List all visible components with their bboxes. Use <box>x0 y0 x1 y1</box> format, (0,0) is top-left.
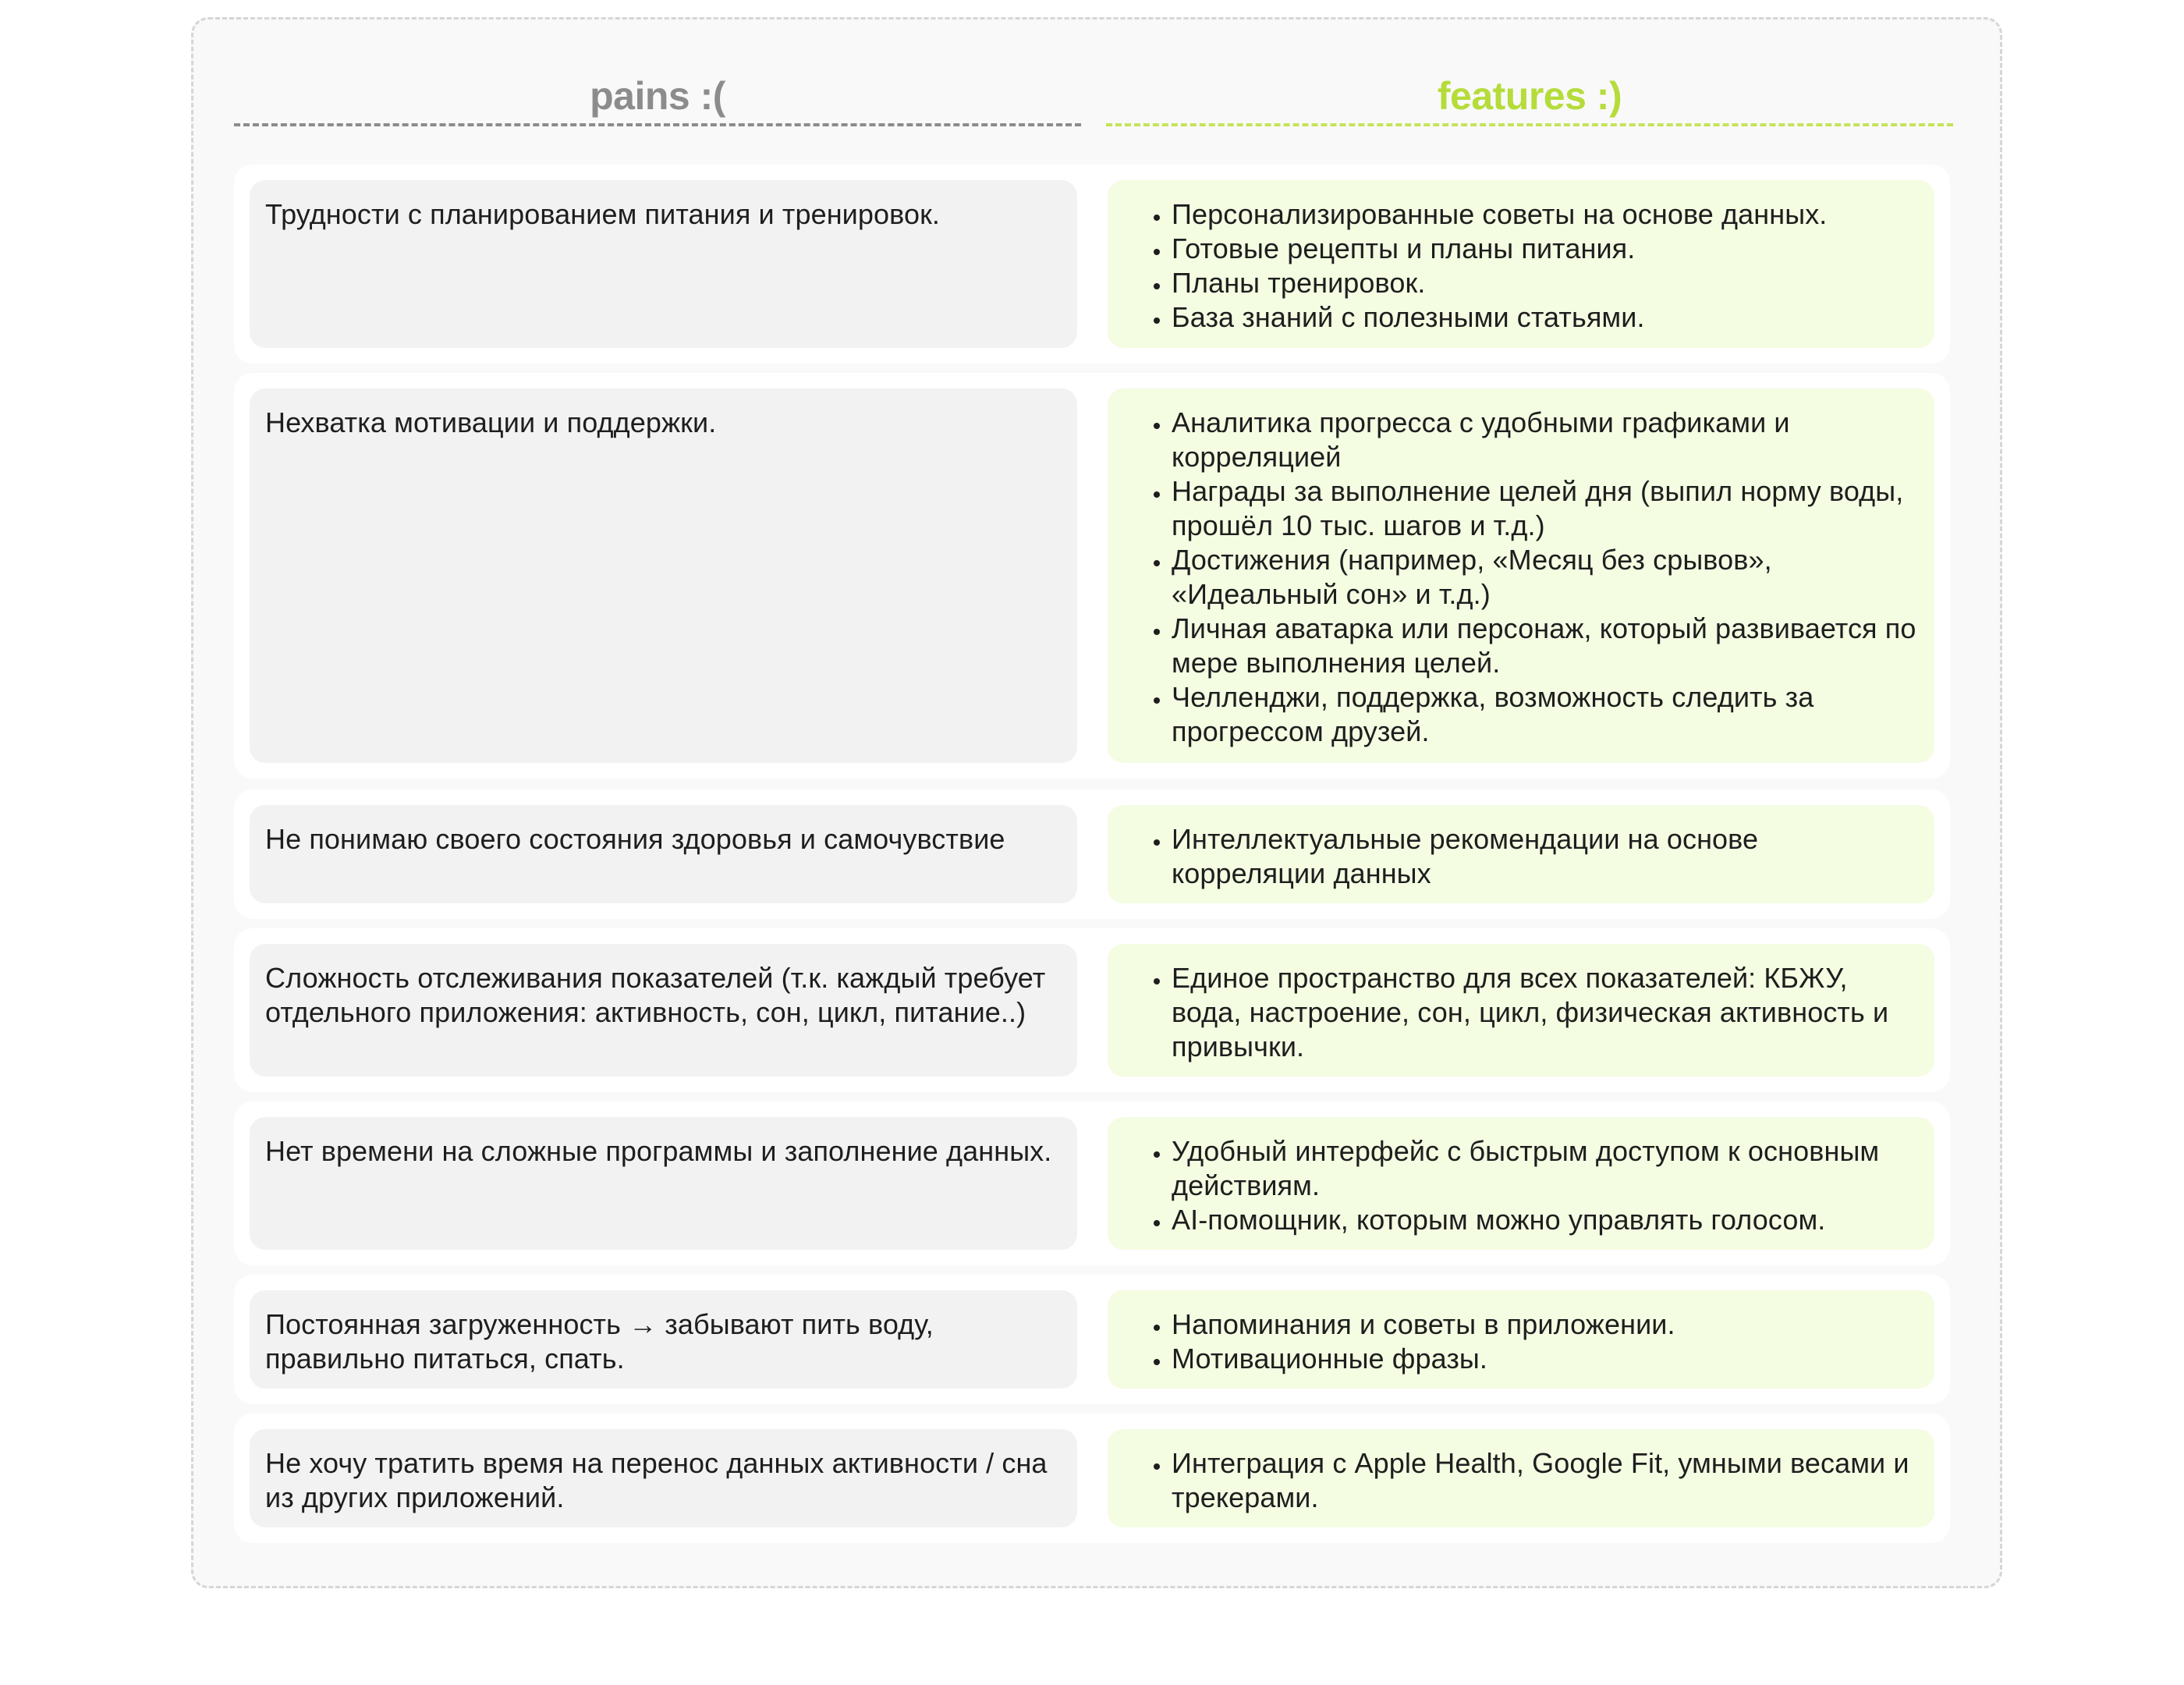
features-title-divider <box>1106 123 1953 126</box>
pains-column-title: pains :( <box>590 74 725 118</box>
pain-text: Постоянная загруженность → забывают пить воду, правильно питаться, спать. <box>265 1308 934 1375</box>
features-card <box>1108 180 1934 348</box>
features-card <box>1108 944 1934 1077</box>
pain-text: Сложность отслеживания показателей (т.к. каждый требует отдельного приложения: активность, сон, цикл, питание..) <box>265 962 1046 1028</box>
pain-card <box>250 1429 1077 1527</box>
feature-item: • Интеллектуальные рекомендации на основе корреляции данных <box>1172 822 1919 891</box>
feature-item: • Личная аватарка или персонаж, который развивается по мере выполнения целей. <box>1172 612 1919 680</box>
pain-feature-row <box>234 373 1950 779</box>
pain-feature-row <box>234 165 1950 364</box>
pain-text: Не хочу тратить время на перенос данных активности / сна из других приложений. <box>265 1447 1048 1513</box>
feature-item: • База знаний с полезными статьями. <box>1172 300 1919 335</box>
features-card <box>1108 805 1934 903</box>
features-list <box>1123 1446 1919 1515</box>
pain-feature-row <box>234 1275 1950 1404</box>
pain-card <box>250 944 1077 1077</box>
features-list <box>1123 197 1919 335</box>
pain-feature-row <box>234 1414 1950 1543</box>
feature-item: • Персонализированные советы на основе данных. <box>1172 197 1919 232</box>
features-card <box>1108 1429 1934 1527</box>
feature-item: • Готовые рецепты и планы питания. <box>1172 232 1919 266</box>
pain-card <box>250 805 1077 903</box>
pain-card <box>250 388 1077 763</box>
feature-item: • Планы тренировок. <box>1172 266 1919 300</box>
feature-item: • Достижения (например, «Месяц без срывов», «Идеальный сон» и т.д.) <box>1172 543 1919 612</box>
feature-item: • AI-помощник, которым можно управлять голосом. <box>1172 1203 1919 1237</box>
features-card <box>1108 1290 1934 1389</box>
features-card <box>1108 388 1934 763</box>
pain-text: Не понимаю своего состояния здоровья и самочувствие <box>265 823 1005 855</box>
pain-feature-row <box>234 1101 1950 1265</box>
pain-text: Нет времени на сложные программы и заполнение данных. <box>265 1135 1052 1167</box>
features-list <box>1123 822 1919 891</box>
feature-item: • Удобный интерфейс с быстрым доступом к основным действиям. <box>1172 1134 1919 1203</box>
features-list <box>1123 406 1919 749</box>
feature-item: • Напоминания и советы в приложении. <box>1172 1307 1919 1342</box>
pain-card <box>250 1117 1077 1250</box>
pain-feature-row <box>234 928 1950 1092</box>
feature-item: • Интеграция с Apple Health, Google Fit, умными весами и трекерами. <box>1172 1446 1919 1515</box>
feature-item: • Аналитика прогресса с удобными графиками и корреляцией <box>1172 406 1919 474</box>
features-list <box>1123 1134 1919 1237</box>
features-list <box>1123 961 1919 1064</box>
pain-feature-row <box>234 789 1950 919</box>
features-card <box>1108 1117 1934 1250</box>
pains-title-divider <box>234 123 1081 126</box>
pain-text: Трудности с планированием питания и тренировок. <box>265 198 941 230</box>
feature-item: • Награды за выполнение целей дня (выпил норму воды, прошёл 10 тыс. шагов и т.д.) <box>1172 474 1919 543</box>
feature-item: • Мотивационные фразы. <box>1172 1342 1919 1376</box>
feature-item: • Единое пространство для всех показателей: КБЖУ, вода, настроение, сон, цикл, физическая активность и привычки. <box>1172 961 1919 1064</box>
feature-item: • Челленджи, поддержка, возможность следить за прогрессом друзей. <box>1172 680 1919 749</box>
pain-text: Нехватка мотивации и поддержки. <box>265 406 717 438</box>
pain-card <box>250 1290 1077 1389</box>
features-list <box>1123 1307 1919 1376</box>
pain-card <box>250 180 1077 348</box>
features-column-title: features :) <box>1437 74 1622 118</box>
